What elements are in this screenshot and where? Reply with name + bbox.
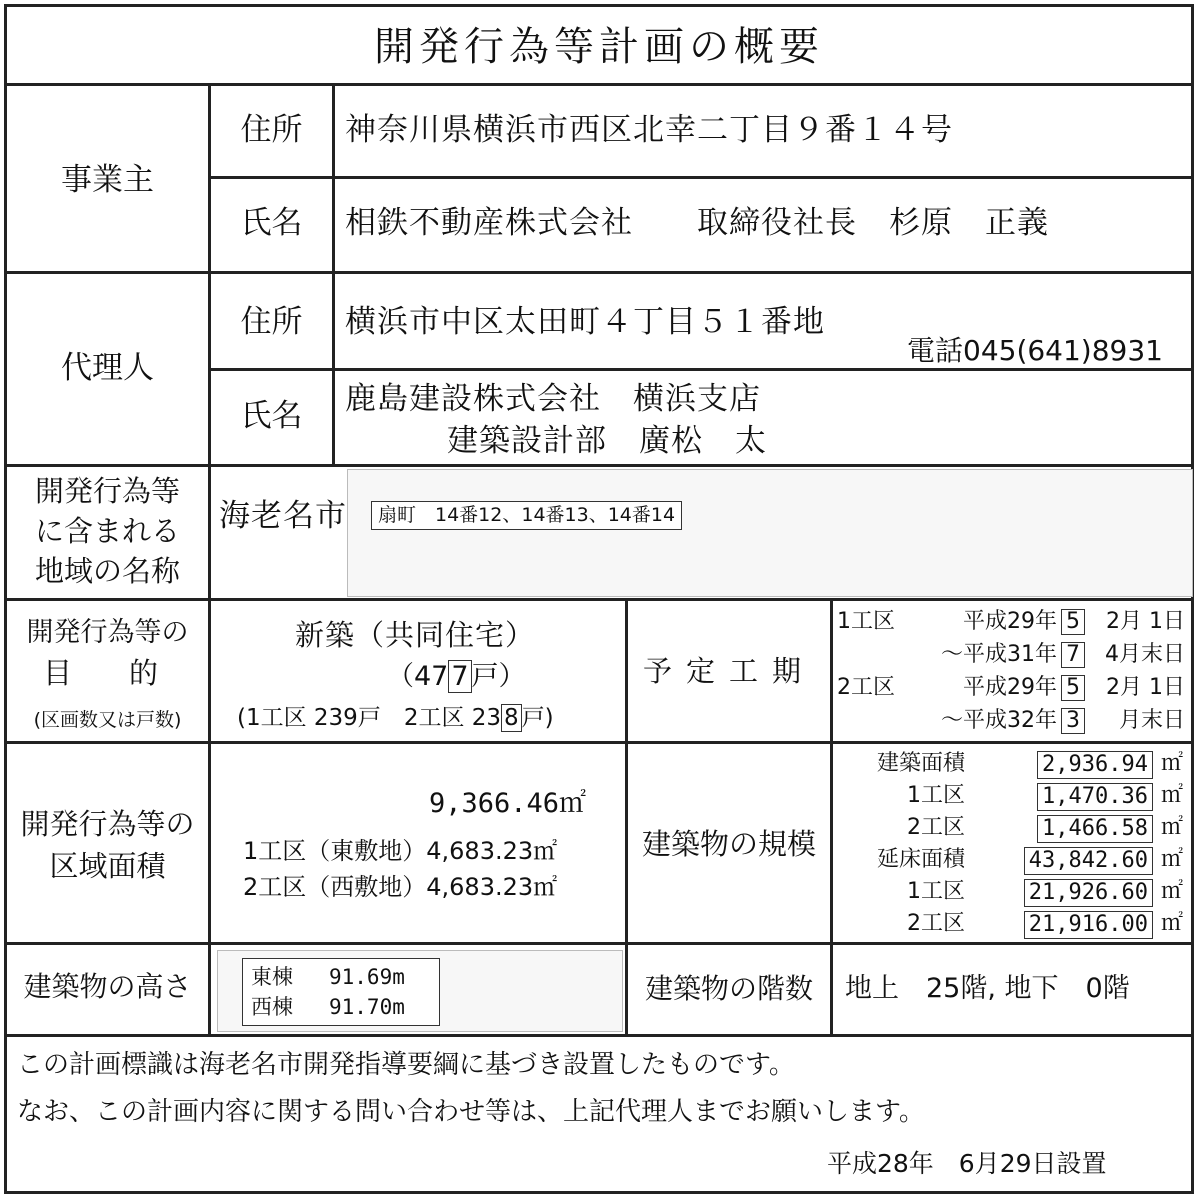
rule [7,271,1191,274]
agent-address: 横浜市中区太田町４丁目５１番地 [345,304,825,340]
rule [7,942,1191,945]
schedule-date-text: 平成29年 [963,675,1057,700]
scale-row [837,876,1189,908]
scale-row-unit: ㎡ [1160,783,1183,808]
scale-row-value: 1,466.58 [1037,815,1153,843]
owner-name-label: 氏名 [240,205,303,241]
scale-row-label: 延床面積 [876,847,965,872]
schedule-date-text: 月末日 [1118,708,1185,733]
schedule-date-text: 2月 1日 [1106,675,1185,700]
scale-row [837,780,1189,812]
scale-row-label: 1工区 [907,879,965,904]
cover-patch [347,469,1193,597]
area-name-heading-3: 地域の名称 [34,554,180,588]
owner-address: 神奈川県横浜市西区北幸二丁目９番１４号 [345,112,953,148]
rule [7,598,1191,601]
agent-name-line1: 鹿島建設株式会社 横浜支店 [345,381,761,417]
scale-row-value: 21,916.00 [1024,911,1153,939]
area-city: 海老名市 [219,498,347,534]
purpose-line1: 新築（共同住宅） [295,618,536,652]
notice-line1: この計画標識は海老名市開発指導要綱に基づき設置したものです。 [17,1050,795,1080]
site-area-zone1: 1工区（東敷地）4,683.23㎡ [243,837,558,865]
area-name-heading-2: に含まれる [34,514,180,548]
schedule-date-text: 平成29年 [963,609,1057,634]
rule [830,598,833,1034]
scale-heading: 建築物の規模 [641,827,816,861]
rule [332,83,335,464]
height-values-box [242,958,440,1026]
owner-heading: 事業主 [61,162,154,198]
scale-row-unit: ㎡ [1160,879,1183,904]
schedule-zone-label: 2工区 [837,675,895,700]
purpose-units-open: （47 [387,661,449,692]
height-heading: 建築物の高さ [23,970,192,1003]
floors-heading: 建築物の階数 [644,972,813,1005]
owner-address-label: 住所 [240,112,303,148]
purpose-heading-2: 目 的 [42,656,172,690]
height-west-label: 西棟 [251,995,293,1019]
scale-row [837,844,1189,876]
agent-heading: 代理人 [61,350,154,386]
scale-row [837,812,1189,844]
schedule-date-text: ～平成32年 [941,708,1057,733]
notice-board [4,4,1194,1194]
site-area-zone2: 2工区（西敷地）4,683.23㎡ [243,873,558,901]
floors-value: 地上 25階, 地下 0階 [845,973,1130,1004]
purpose-units-close: 戸） [471,661,526,692]
agent-name-label: 氏名 [240,398,303,434]
schedule-row [837,605,1189,638]
scale-row-label: 1工区 [907,783,965,808]
scale-row [837,748,1189,780]
purpose-zones-text: (1工区 239戸 2工区 23 [237,705,502,731]
scale-row-label: 建築面積 [876,751,965,776]
site-area-total: 9,366.46㎡ [429,788,587,819]
scale-row-value: 43,842.60 [1024,847,1153,875]
rule [210,368,1191,371]
schedule-row [837,704,1189,737]
scale-row [837,908,1189,940]
height-east-label: 東棟 [251,965,293,989]
schedule-date-patch: 3 [1061,708,1085,734]
agent-phone: 電話045(641)8931 [907,334,1163,367]
notice-date: 平成28年 6月29日設置 [827,1149,1107,1178]
rule [7,83,1191,86]
schedule-date-patch: 5 [1061,609,1085,635]
schedule-zone-label: 1工区 [837,609,895,634]
schedule-row [837,638,1189,671]
scale-row-label: 2工区 [907,815,965,840]
scale-row-value: 21,926.60 [1024,879,1153,907]
rule [7,464,1191,467]
schedule-date-patch: 5 [1061,675,1085,701]
scale-rows [837,748,1189,940]
site-area-heading-1: 開発行為等の [20,807,195,841]
page-title: 開発行為等計画の概要 [374,24,824,70]
scale-row-unit: ㎡ [1160,847,1183,872]
schedule-date-text: 2月 1日 [1106,609,1185,634]
purpose-heading-1: 開発行為等の [26,617,189,648]
schedule-row [837,671,1189,704]
agent-name-line2: 建築設計部 廣松 太 [447,423,767,459]
scale-row-unit: ㎡ [1160,815,1183,840]
purpose-zones-patch: 8 [501,704,522,732]
owner-name: 相鉄不動産株式会社 取締役社長 杉原 正義 [345,205,1049,241]
height-east-value: 91.69m [329,965,405,989]
rule [7,741,1191,744]
schedule-date-patch: 7 [1061,642,1085,668]
scale-row-value: 2,936.94 [1037,751,1153,779]
schedule-date-text: ～平成31年 [941,642,1057,667]
area-lots: 扇町 14番12、14番13、14番14 [371,501,682,530]
notice-line2: なお、この計画内容に関する問い合わせ等は、上記代理人までお願いします。 [17,1097,925,1127]
scale-row-label: 2工区 [907,911,965,936]
purpose-heading-3: (区画数又は戸数) [33,709,182,731]
scale-row-unit: ㎡ [1160,751,1183,776]
height-west-value: 91.70m [329,995,405,1019]
schedule-heading: 予定工期 [642,654,815,688]
purpose-zones-close: 戸) [521,705,554,731]
purpose-units-patch: 7 [448,660,471,693]
schedule-rows [837,605,1189,739]
site-area-heading-2: 区域面積 [49,849,166,883]
purpose-line2 [387,663,526,690]
rule [7,1034,1191,1037]
scale-row-unit: ㎡ [1160,911,1183,936]
schedule-date-text: 4月末日 [1105,642,1185,667]
area-name-heading-1: 開発行為等 [34,474,180,508]
scale-row-value: 1,470.36 [1037,783,1153,811]
rule [210,176,1191,179]
agent-address-label: 住所 [240,304,303,340]
purpose-line3 [237,707,554,730]
